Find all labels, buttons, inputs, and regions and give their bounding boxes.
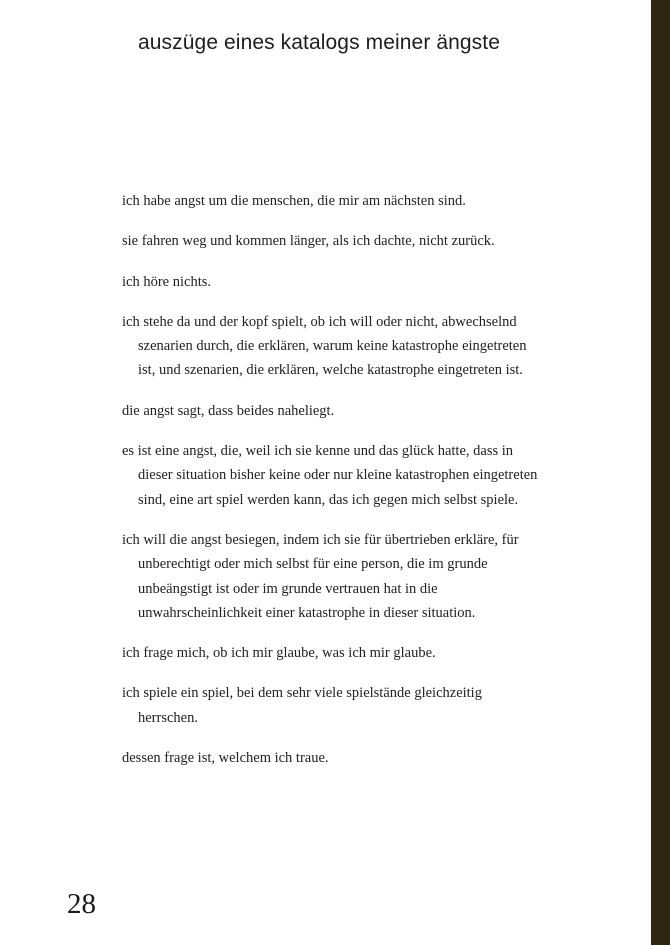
book-spine-edge — [651, 0, 670, 945]
stanza: ich spiele ein spiel, bei dem sehr viele spielstände gleichzeitig herrschen. — [122, 685, 482, 726]
stanza: sie fahren weg und kommen länger, als ich dachte, nicht zurück. — [122, 233, 495, 250]
stanza: ich stehe da und der kopf spielt, ob ich will oder nicht, abwechselnd szenarien durch, die erklären, warum keine katastrophe eingetreten ist, und szenarien, die erklären, welche katastrophe eingetreten ist. — [122, 313, 527, 379]
stanza: dessen frage ist, welchem ich traue. — [122, 750, 329, 767]
stanza: ich will die angst besiegen, indem ich sie für übertrieben erkläre, für unberechtigt oder mich selbst für eine person, die im grunde unbeängstigt ist oder im grunde vertrauen hat in die unwahrscheinlichkeit einer katastrophe in dieser situation. — [122, 531, 519, 621]
page-number: 28 — [67, 888, 96, 920]
stanza: es ist eine angst, die, weil ich sie kenne und das glück hatte, dass in dieser situation bisher keine oder nur kleine katastrophen eingetreten sind, eine art spiel werden kann, das ich gegen mich selbst spiele. — [122, 443, 538, 508]
stanza: ich habe angst um die menschen, die mir am nächsten sind. — [122, 193, 466, 209]
poem-title: auszüge eines katalogs meiner ängste — [138, 31, 500, 54]
stanza: ich höre nichts. — [122, 273, 211, 290]
stanza: ich frage mich, ob ich mir glaube, was ich mir glaube. — [122, 645, 436, 662]
stanza: die angst sagt, dass beides naheliegt. — [122, 402, 335, 419]
poem-body — [122, 189, 542, 786]
